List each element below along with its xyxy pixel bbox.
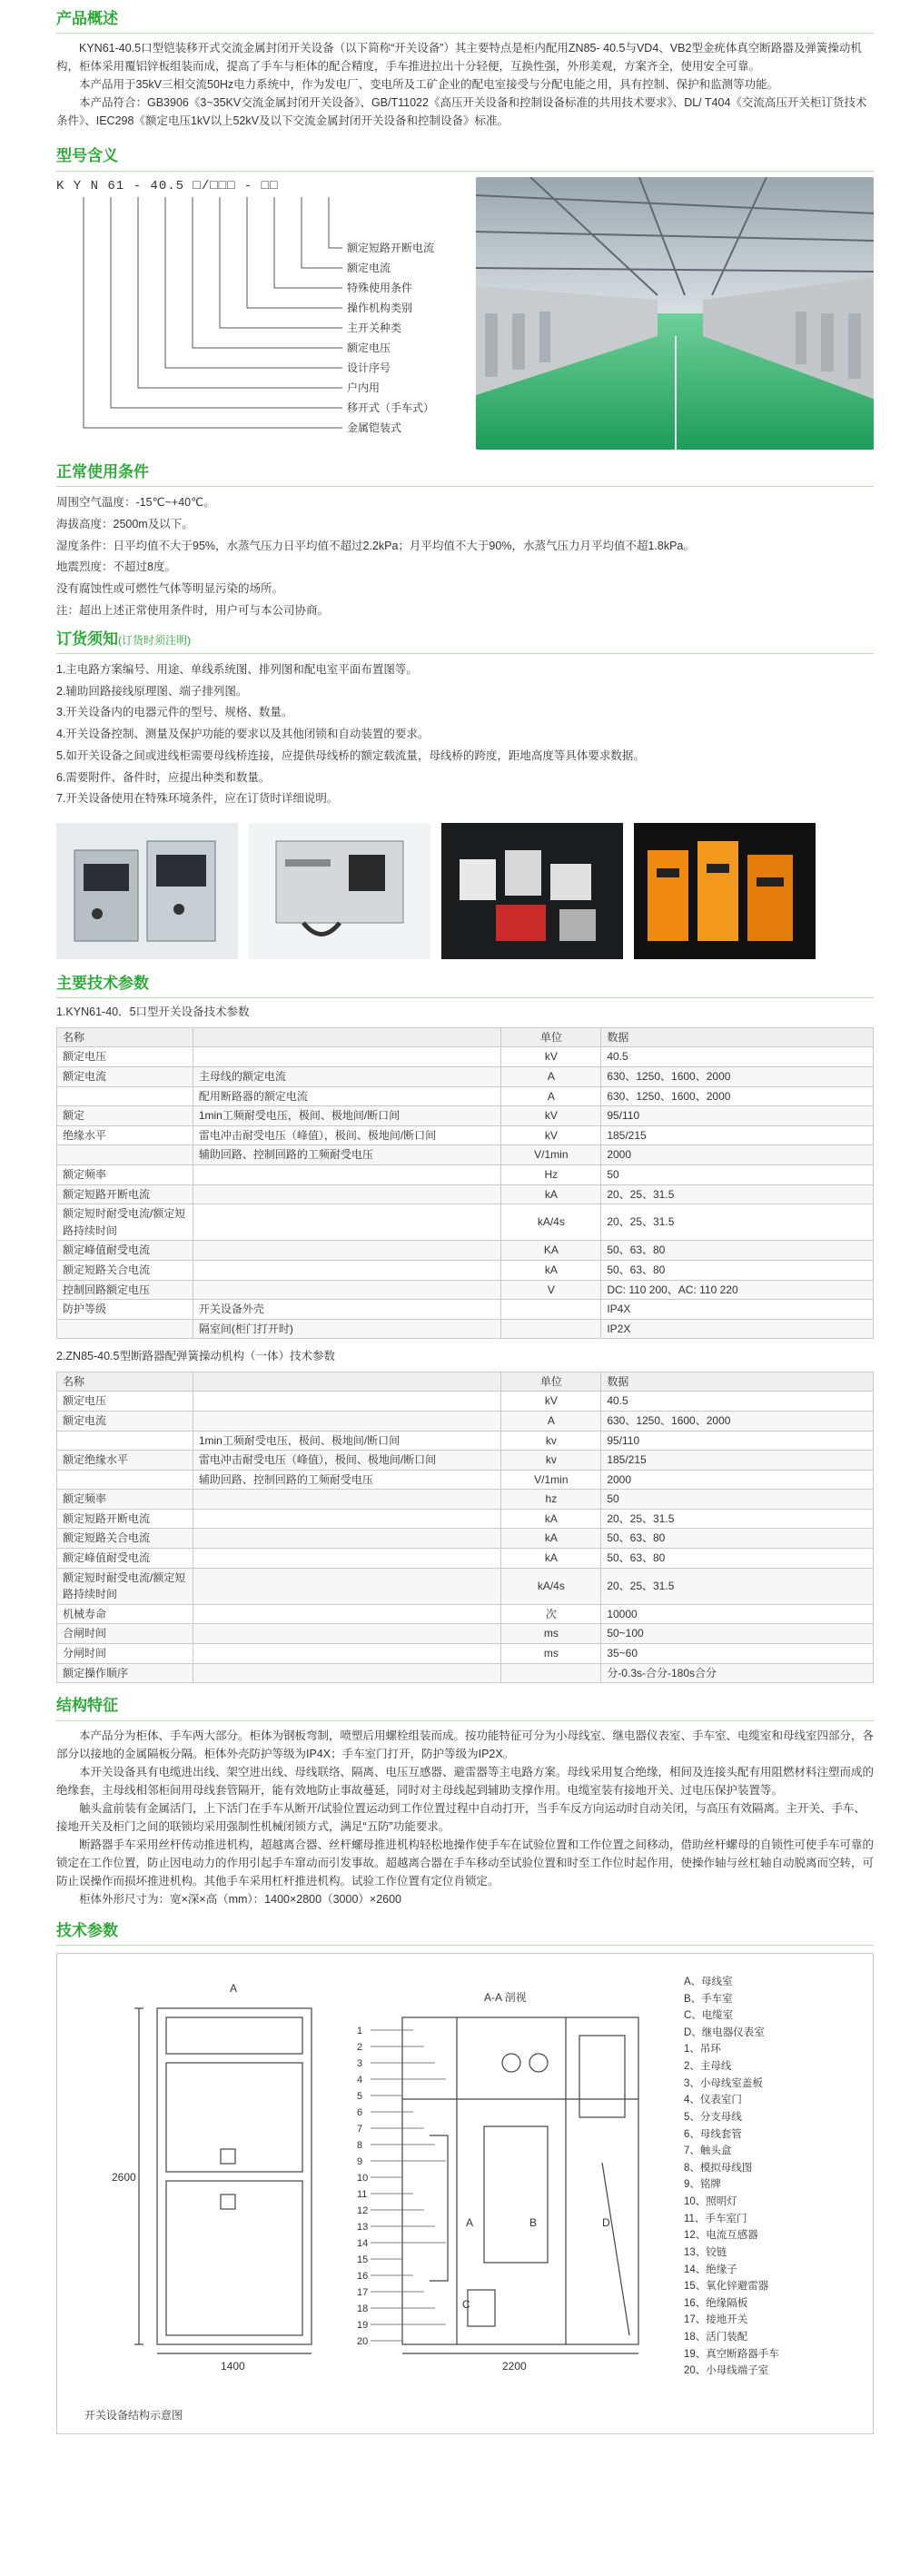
table-row [57,1392,874,1412]
product-photos [56,823,874,959]
comp-a: A [466,2215,474,2229]
condition-item: 湿度条件：日平均值不大于95%，水蒸气压力日平均值不超过2.2kPa；月平均值不大于90%，水蒸气压力月平均值不超1.8kPa。 [56,539,695,552]
table-cell: 次 [501,1604,601,1624]
table-cell: kV [501,1106,601,1126]
table-row [57,1509,874,1529]
table-row [57,1568,874,1604]
table-cell: 1min工频耐受电压，极间、极地间/断口间 [193,1106,501,1126]
table-cell: 雷电冲击耐受电压（峰值），极间、极地间/断口间 [193,1451,501,1471]
table1-caption: 1.KYN61-40．5口型开关设备技术参数 [56,1006,250,1019]
order-item: 5.如开关设备之间或进线柜需要母线桥连接，应提供母线桥的额定载流量，母线桥的跨度，距地高度等具体要求数据。 [56,748,645,762]
comp-b: B [529,2215,538,2229]
divider [56,1945,874,1946]
order-item: 3.开关设备内的电器元件的型号、规格、数量。 [56,706,293,719]
model-label: 额定电压 [347,341,391,354]
table-cell [193,1411,501,1431]
table-cell [57,1145,193,1165]
factory-photo [476,177,874,450]
structure-title: 结构特征 [56,1697,118,1715]
table-cell: V/1min [501,1145,601,1165]
overview-para: 本产品用于35kV三相交流50Hz电力系统中，作为发电厂、变电所及工矿企业的配电室接受与分配电能之用，具有控制、保护和监测等功能。 [79,78,779,92]
table-row [57,1067,874,1087]
table-cell: DC: 110 200、AC: 110 220 [601,1280,874,1300]
table-cell: kA/4s [501,1204,601,1241]
callout-number: 2 [357,2041,363,2053]
table-cell: 185/215 [601,1451,874,1471]
table-cell: 95/110 [601,1106,874,1126]
table-row [57,1165,874,1185]
callout-number: 19 [357,2319,369,2331]
product-photo-trucks [56,823,238,959]
table-cell [193,1280,501,1300]
table2-caption: 2.ZN85-40.5型断路器配弹簧操动机构（一体）技术参数 [56,1350,335,1363]
model-leader [193,197,342,348]
order-item: 7.开关设备使用在特殊环境条件，应在订货时详细说明。 [56,792,339,806]
table-cell: IP2X [601,1319,874,1339]
table-row [57,1663,874,1683]
structure-para: 本产品分为柜体、手车两大部分。柜体为钢板弯制，喷塑后用螺栓组装而成。按功能特征可分为小母线室、继电器仪表室、手车室、电缆室和母线室四部分，各部分以接地的金属隔板分隔。柜体外壳防护等级为IP4X；手车室门打开，防护等级为IP2X。 [56,1729,875,1760]
table-row [57,1106,874,1126]
table-cell: kV [501,1125,601,1145]
model-leader [247,197,342,308]
table-header-row [57,1027,874,1047]
table-row [57,1431,874,1451]
order-item: 2.辅助回路接线原理图、端子排列图。 [56,684,248,698]
table-cell: 控制回路额定电压 [57,1280,193,1300]
table-cell [193,1624,501,1644]
table-cell [193,1490,501,1510]
table-row [57,1204,874,1241]
table-row [57,1280,874,1300]
table-cell: 额定短路开断电流 [57,1509,193,1529]
callout-number: 20 [357,2335,369,2347]
callout-number: 11 [357,2188,368,2200]
table-cell [501,1663,601,1683]
table-cell: 10000 [601,1604,874,1624]
drawing-caption: 开关设备结构示意图 [84,2409,183,2422]
table-cell: 主母线的额定电流 [193,1067,501,1087]
condition-item: 海拔高度：2500m及以下。 [56,517,193,530]
legend-item: A、母线室 [684,1976,733,1987]
divider [56,486,874,487]
model-label: 操作机构类别 [347,301,413,314]
condition-item: 没有腐蚀性或可燃性气体等明显污染的场所。 [56,582,284,596]
table-cell: 雷电冲击耐受电压（峰值），极间、极地间/断口间 [193,1125,501,1145]
table-row [57,1451,874,1471]
table-cell [57,1319,193,1339]
table-row [57,1529,874,1549]
table-row [57,1300,874,1320]
table-cell: 额定电流 [57,1411,193,1431]
structure-para: 触头盒前装有金属活门，上下活门在手车从断开/试验位置运动到工作位置过程中自动打开，当手车反方向运动时自动关闭，与高压有效隔离。主开关、手车、接地开关及柜门之间的联锁均采用强制性机械闭锁方式，满足“五防”功能要求。 [56,1801,865,1833]
table-cell: 机械寿命 [57,1604,193,1624]
condition-item: 周围空气温度：-15℃~+40℃。 [56,496,215,510]
table-cell [193,1184,501,1204]
product-photo-insulators [634,823,816,959]
table-row [57,1470,874,1490]
table-cell: 额定操作顺序 [57,1663,193,1683]
order-title-main: 订货须知 [56,629,118,648]
legend-item: 8、模拟母线图 [684,2162,753,2174]
condition-item: 注：超出上述正常使用条件时，用户可与本公司协商。 [56,603,330,617]
dim-width: 1400 [221,2359,245,2373]
table-cell [501,1300,601,1320]
model-label: 金属铠装式 [347,421,402,434]
callout-number: 4 [357,2074,363,2086]
callout-number: 7 [357,2123,363,2135]
table-cell: 名称 [57,1372,193,1392]
cabinet-drawing [57,1954,684,2408]
callout-number: 10 [357,2172,369,2184]
table-cell: 20、25、31.5 [601,1204,874,1241]
model-leader [302,197,342,268]
order-item: 6.需要附件、备件时，应提出种类和数量。 [56,770,271,784]
table-cell: 20、25、31.5 [601,1184,874,1204]
overview-para: KYN61-40.5口型铠装移开式交流金属封闭开关设备（以下简称“开关设备”）其主要特点是柜内配用ZN85- 40.5与VD4、VB2型金疣体真空断路器及弹簧操动机构，柜体采用覆铝锌板组装而成，提高了手车与柜体的配合精度，手车推进拉出十分轻便，互换性强，外形美观，方案齐全，使用安全可靠。 [56,42,862,74]
table-row [57,1411,874,1431]
table-row [57,1644,874,1664]
params-title: 技术参数 [56,1921,118,1939]
table-cell: hz [501,1490,601,1510]
table-cell: IP4X [601,1300,874,1320]
table-row [57,1260,874,1280]
table-row [57,1490,874,1510]
table-cell [193,1509,501,1529]
table-cell: 名称 [57,1027,193,1047]
structure-para: 柜体外形尺寸为：宽×深×高（mm）：1400×2800（3000）×2600 [79,1892,402,1906]
table-cell: 50、63、80 [601,1260,874,1280]
table-row [57,1549,874,1569]
table-cell [193,1027,501,1047]
callout-number: 13 [357,2221,369,2233]
table-cell: 额定短路关合电流 [57,1529,193,1549]
table-cell: ms [501,1644,601,1664]
table-cell: 2000 [601,1470,874,1490]
model-title: 型号含义 [56,147,118,165]
table-cell: 额定电流 [57,1067,193,1087]
table-cell: KA [501,1241,601,1261]
table-cell: A [501,1411,601,1431]
legend-item: B、手车室 [684,1993,733,2005]
table-cell: 95/110 [601,1431,874,1451]
table-cell [57,1086,193,1106]
callout-number: 16 [357,2270,369,2282]
model-leader [111,197,342,408]
table-row [57,1319,874,1339]
table-cell: 50、63、80 [601,1241,874,1261]
table-row [57,1086,874,1106]
table-cell: 50、63、80 [601,1529,874,1549]
table-cell: 额定短时耐受电流/额定短路持续时间 [57,1568,193,1604]
product-photo-mechanism [249,823,430,959]
table-cell [193,1392,501,1412]
legend-item: C、电缆室 [684,2010,734,2022]
legend-item: 20、小母线端子室 [684,2365,769,2377]
drawing-legend [684,1974,779,2380]
structure-drawing [56,1953,874,2434]
table-cell: ms [501,1624,601,1644]
legend-item: 14、绝缘子 [684,2264,737,2275]
structure-para: 断路器手车采用丝杆传动推进机构，超越离合器、丝杆螺母推进机构轻松地操作使手车在试验位置和工作位置之间移动，借助丝杆螺母的自锁性可使手车可靠的锁定在工作位置，防止因电动力的作用引起手车窜动而引发事故。超越离合器在手车移动至试验位置和时至工作位时起作用，使操作轴与丝杠轴自动脱离而空转，可防止误操作而损坏推进机构。其他手车采用杠杆推进机构。试验工作位置有定位肖锁定。 [56,1838,875,1887]
table-cell: kA [501,1260,601,1280]
model-label: 额定短路开断电流 [347,241,435,254]
table-cell: 额定短路开断电流 [57,1184,193,1204]
table-cell [193,1529,501,1549]
model-code: K Y N 61 - 40.5 □/□□□ - □□ [56,178,279,193]
table-cell [193,1260,501,1280]
table-cell: 50 [601,1165,874,1185]
table-row [57,1241,874,1261]
comp-d: D [602,2215,610,2229]
table-cell: 20、25、31.5 [601,1568,874,1604]
table-cell: 50、63、80 [601,1549,874,1569]
table-cell [193,1204,501,1241]
callout-number: 12 [357,2204,369,2216]
table-cell [193,1241,501,1261]
table-cell: 20、25、31.5 [601,1509,874,1529]
model-label: 户内用 [347,381,381,394]
legend-item: 7、触头盒 [684,2145,732,2157]
legend-item: 13、铰链 [684,2246,727,2258]
divider [56,171,874,172]
table-cell: kA [501,1549,601,1569]
structure-para: 本开关设备具有电缆进出线、架空进出线、母线联络、隔离、电压互感器、避雷器等主电路方案。母线采用复合绝缘，相间及连接头配有用阻燃材料注塑而成的绝缘套，主母线相邻柜间用母线套管隔开，能有效地防止事故蔓延，同时对主母线起到辅助支撑作用。电缆室装有接地开关、过电压保护装置等。 [56,1765,875,1797]
table-row [57,1145,874,1165]
callout-number: 6 [357,2106,363,2118]
table-cell [501,1319,601,1339]
table-cell [193,1047,501,1067]
table-cell: 数据 [601,1372,874,1392]
table-cell: kv [501,1451,601,1471]
table-cell: 额定 [57,1106,193,1126]
table-cell [193,1644,501,1664]
condition-item: 地震烈度：不超过8度。 [56,560,176,574]
overview-title: 产品概述 [56,10,118,27]
legend-item: 1、吊环 [684,2044,721,2056]
table-cell [193,1372,501,1392]
divider [56,997,874,998]
model-label: 移开式（手车式） [347,401,435,414]
table-cell [193,1604,501,1624]
table-cell: A [501,1086,601,1106]
table-cell: 630、1250、1600、2000 [601,1067,874,1087]
table-row [57,1125,874,1145]
legend-item: 2、主母线 [684,2061,732,2073]
table-cell: 数据 [601,1027,874,1047]
table-cell: 辅助回路、控制回路的工频耐受电压 [193,1470,501,1490]
legend-item: 10、照明灯 [684,2196,737,2208]
table-header-row [57,1372,874,1392]
model-label: 特殊使用条件 [347,281,413,294]
table-cell: kA/4s [501,1568,601,1604]
table-cell: Hz [501,1165,601,1185]
order-title-sub: (订货时须注明) [118,633,191,647]
table-cell: V [501,1280,601,1300]
table-cell: kv [501,1431,601,1451]
table-cell: 1min工频耐受电压，极间、极地间/断口间 [193,1431,501,1451]
table-cell: kA [501,1184,601,1204]
divider [56,653,874,654]
product-photo-components [441,823,623,959]
model-leader [84,197,342,428]
table-cell: 辅助回路、控制回路的工频耐受电压 [193,1145,501,1165]
callout-number: 14 [357,2237,369,2249]
table-cell: 50 [601,1490,874,1510]
model-leader [165,197,342,368]
legend-item: 5、分支母线 [684,2111,742,2123]
table-cell: 额定峰值耐受电流 [57,1241,193,1261]
table-cell: 单位 [501,1372,601,1392]
callout-number: 9 [357,2155,363,2167]
table-cell: 40.5 [601,1392,874,1412]
legend-item: 9、铭牌 [684,2179,721,2191]
table-cell: 额定短路关合电流 [57,1260,193,1280]
table-row [57,1047,874,1067]
table-cell: kV [501,1392,601,1412]
table-cell: kA [501,1509,601,1529]
table-cell [193,1165,501,1185]
table-cell: 额定电压 [57,1392,193,1412]
table-cell [57,1470,193,1490]
callout-number: 8 [357,2139,363,2151]
table-cell: kV [501,1047,601,1067]
model-label: 额定电流 [347,261,391,274]
model-leader [138,197,342,388]
table-cell: 额定频率 [57,1490,193,1510]
callout-number: 15 [357,2254,369,2265]
table-cell: 合闸时间 [57,1624,193,1644]
table-cell: 额定电压 [57,1047,193,1067]
section-marker: A [230,1981,238,1995]
table-cell: 额定峰值耐受电流 [57,1549,193,1569]
legend-item: 17、接地开关 [684,2314,748,2326]
callout-number: 18 [357,2303,369,2314]
model-label: 主开关种类 [347,321,402,334]
divider [56,1720,874,1721]
table-cell: 50~100 [601,1624,874,1644]
table-cell: 630、1250、1600、2000 [601,1411,874,1431]
table-cell: 分-0.3s-合分-180s合分 [601,1663,874,1683]
table-row [57,1184,874,1204]
model-label: 设计序号 [347,361,391,374]
legend-item: 19、真空断路器手车 [684,2348,779,2360]
model-leader [329,197,342,248]
table-cell: 绝缘水平 [57,1125,193,1145]
table-cell: 额定频率 [57,1165,193,1185]
dim-height: 2600 [112,2170,136,2184]
legend-item: 4、仪表室门 [684,2095,742,2106]
legend-item: 6、母线套管 [684,2128,742,2140]
order-title [56,628,874,651]
table-cell: A [501,1067,601,1087]
callout-number: 17 [357,2286,369,2298]
dim-depth: 2200 [502,2359,527,2373]
table-cell: 单位 [501,1027,601,1047]
legend-item: 3、小母线室盖板 [684,2077,763,2089]
section-label: A-A 剖视 [484,1990,527,2004]
legend-item: D、继电器仪表室 [684,2026,765,2038]
table-cell: 40.5 [601,1047,874,1067]
order-item: 1.主电路方案编号、用途、单线系统图、排列图和配电室平面布置图等。 [56,662,418,676]
legend-item: 11、手车室门 [684,2213,747,2224]
table-cell: kA [501,1529,601,1549]
table-cell: 分闸时间 [57,1644,193,1664]
callout-number: 5 [357,2090,363,2102]
table-cell: 隔室间(柜门打开时) [193,1319,501,1339]
model-diagram [56,177,454,450]
table-cell: V/1min [501,1470,601,1490]
table-cell [57,1431,193,1451]
table-row [57,1624,874,1644]
table-cell: 防护等级 [57,1300,193,1320]
conditions-title: 正常使用条件 [56,462,149,481]
table-cell: 配用断路器的额定电流 [193,1086,501,1106]
table-cell: 开关设备外壳 [193,1300,501,1320]
table-cell: 额定绝缘水平 [57,1451,193,1471]
spec-table-1 [56,1027,874,1340]
comp-c: C [462,2297,470,2311]
table-cell: 185/215 [601,1125,874,1145]
table-cell [193,1663,501,1683]
table-cell: 630、1250、1600、2000 [601,1086,874,1106]
legend-item: 12、电流互感器 [684,2230,758,2242]
table-cell [193,1568,501,1604]
table-row [57,1604,874,1624]
order-item: 4.开关设备控制、测量及保护功能的要求以及其他闭锁和自动装置的要求。 [56,728,430,741]
callout-number: 1 [357,2025,363,2036]
tech-title: 主要技术参数 [56,975,149,993]
divider [56,33,874,34]
legend-item: 16、绝缘隔板 [684,2297,748,2309]
table-cell: 2000 [601,1145,874,1165]
callout-number: 3 [357,2057,363,2069]
model-leader [274,197,342,288]
table-cell: 35~60 [601,1644,874,1664]
overview-para: 本产品符合：GB3906《3~35KV交流金属封闭开关设备》、GB/T11022《高压开关设备和控制设备标准的共用技术要求》、DL/ T404《交流高压开关柜订货技术条件》、IEC298《额定电压1kV以上52kV及以下交流金属封闭开关设备和控制设备》标准。 [56,96,867,128]
spec-table-2 [56,1372,874,1684]
legend-item: 15、氧化锌避雷器 [684,2281,769,2293]
legend-item: 18、活门装配 [684,2332,748,2343]
table-cell: 额定短时耐受电流/额定短路持续时间 [57,1204,193,1241]
table-cell [193,1549,501,1569]
